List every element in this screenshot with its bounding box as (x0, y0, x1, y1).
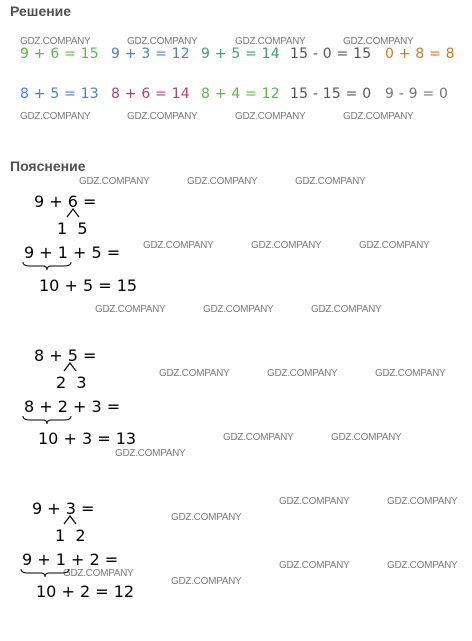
watermark: GDZ.COMPANY (267, 368, 338, 379)
explanation-heading: Пояснение (10, 158, 86, 174)
watermark: GDZ.COMPANY (171, 512, 242, 523)
watermark: GDZ.COMPANY (295, 176, 366, 187)
answer-2-5: 9 - 9 = 0 (385, 86, 449, 102)
watermark: GDZ.COMPANY (331, 432, 402, 443)
answer-1-5: 0 + 8 = 8 (385, 46, 455, 62)
watermark: GDZ.COMPANY (63, 568, 134, 579)
decomposition-caret-icon (66, 208, 80, 218)
answer-1-2: 9 + 3 = 12 (111, 46, 190, 62)
decomposition-caret-icon (63, 515, 77, 525)
answer-2-3: 8 + 4 = 12 (201, 86, 280, 102)
watermark: GDZ.COMPANY (235, 111, 306, 122)
explanation-1-line3: 10 + 5 = 15 (39, 276, 138, 295)
underbrace-icon (22, 415, 72, 425)
answer-2-2: 8 + 6 = 14 (111, 86, 190, 102)
watermark: GDZ.COMPANY (115, 448, 186, 459)
answer-1-1: 9 + 6 = 15 (20, 46, 99, 62)
watermark: GDZ.COMPANY (359, 240, 430, 251)
watermark: GDZ.COMPANY (159, 368, 230, 379)
watermark: GDZ.COMPANY (279, 560, 350, 571)
watermark: GDZ.COMPANY (95, 304, 166, 315)
explanation-1-line2: 9 + 1 + 5 = (24, 243, 121, 262)
watermark: GDZ.COMPANY (127, 36, 198, 47)
watermark: GDZ.COMPANY (387, 496, 458, 507)
watermark: GDZ.COMPANY (127, 111, 198, 122)
explanation-2-line2: 8 + 2 + 3 = (24, 397, 121, 416)
watermark: GDZ.COMPANY (20, 36, 91, 47)
answer-1-4: 15 - 0 = 15 (290, 46, 372, 62)
watermark: GDZ.COMPANY (20, 111, 91, 122)
explanation-1-line1: 9 + 6 = (34, 192, 97, 211)
watermark: GDZ.COMPANY (79, 176, 150, 187)
watermark: GDZ.COMPANY (311, 304, 382, 315)
underbrace-icon (22, 261, 72, 271)
explanation-3-line1: 9 + 3 = (32, 499, 95, 518)
answer-2-1: 8 + 5 = 13 (20, 86, 99, 102)
watermark: GDZ.COMPANY (251, 240, 322, 251)
explanation-2-line1: 8 + 5 = (34, 346, 97, 365)
watermark: GDZ.COMPANY (223, 432, 294, 443)
explanation-2-line3: 10 + 3 = 13 (38, 429, 137, 448)
explanation-2-split: 2 3 (56, 373, 87, 392)
explanation-3-line2: 9 + 1 + 2 = (22, 550, 119, 569)
solution-heading: Решение (10, 3, 72, 19)
watermark: GDZ.COMPANY (343, 111, 414, 122)
decomposition-caret-icon (63, 362, 77, 372)
watermark: GDZ.COMPANY (279, 496, 350, 507)
underbrace-icon (20, 568, 70, 578)
explanation-1-split: 1 5 (57, 219, 88, 238)
watermark: GDZ.COMPANY (171, 576, 242, 587)
watermark: GDZ.COMPANY (343, 36, 414, 47)
watermark: GDZ.COMPANY (143, 240, 214, 251)
watermark: GDZ.COMPANY (387, 560, 458, 571)
answer-2-4: 15 - 15 = 0 (290, 86, 372, 102)
watermark: GDZ.COMPANY (187, 176, 258, 187)
watermark: GDZ.COMPANY (235, 36, 306, 47)
explanation-3-split: 1 2 (55, 526, 86, 545)
watermark: GDZ.COMPANY (203, 304, 274, 315)
watermark: GDZ.COMPANY (375, 368, 446, 379)
answer-1-3: 9 + 5 = 14 (201, 46, 280, 62)
explanation-3-line3: 10 + 2 = 12 (36, 582, 135, 601)
